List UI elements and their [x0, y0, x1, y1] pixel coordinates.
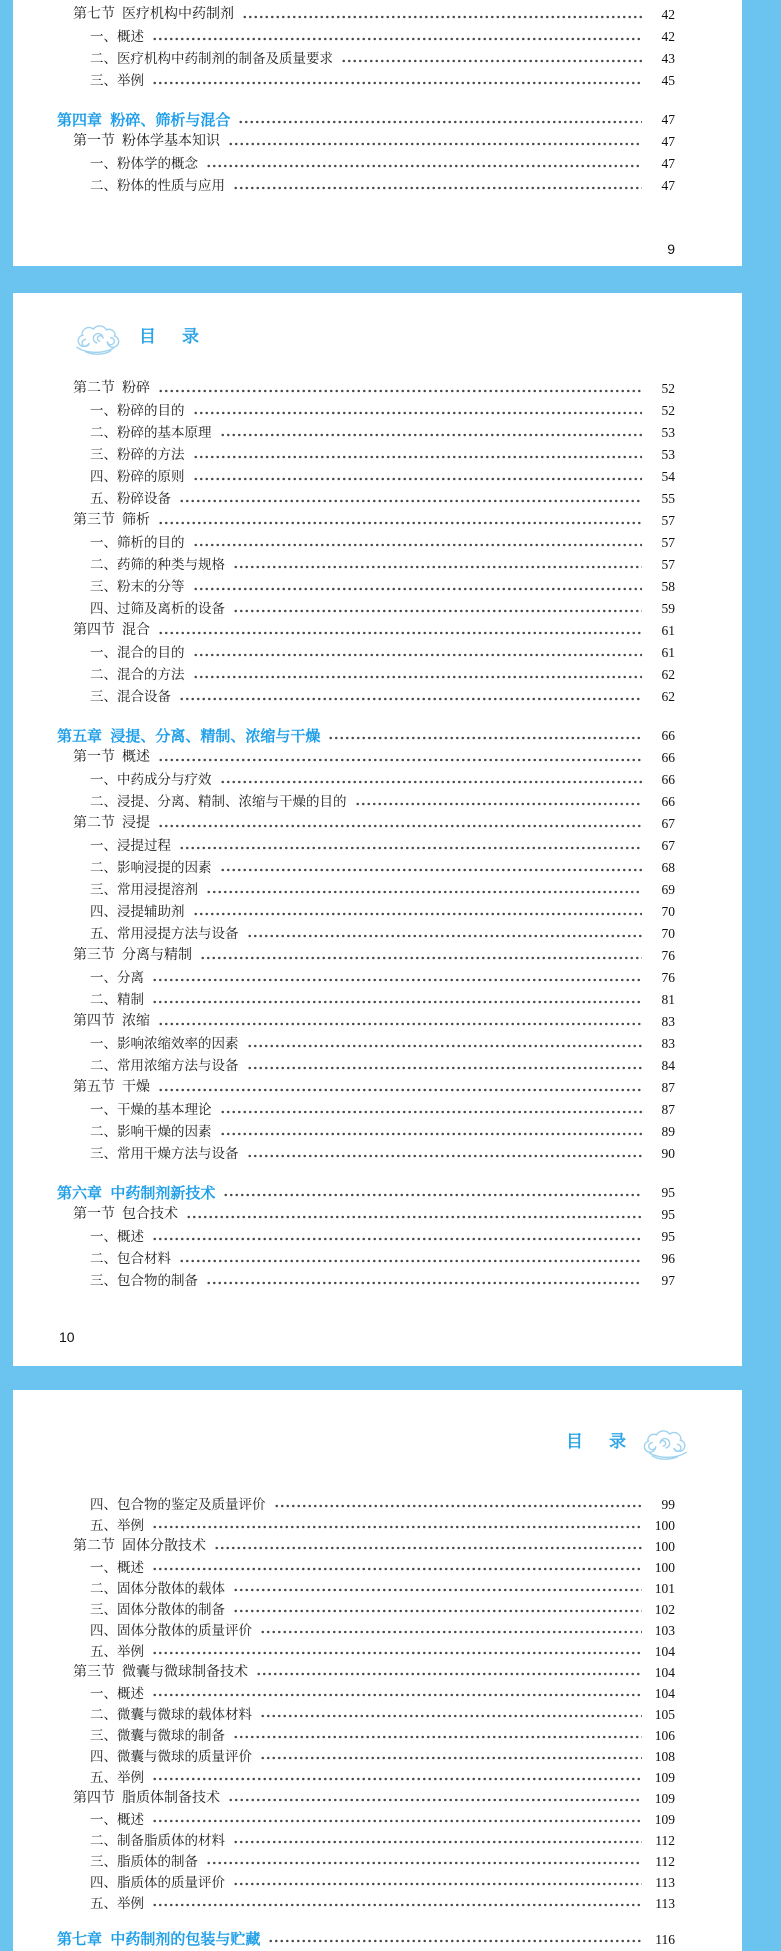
toc-entry-row[interactable] [57, 4, 675, 26]
toc-entry-label: 三、包合物的制备 [90, 1273, 198, 1289]
toc-entry-page-number: 47 [661, 178, 675, 194]
toc-entry-row[interactable] [57, 1248, 675, 1270]
toc-entry-page-number: 89 [661, 1124, 675, 1140]
dot-leader [152, 1522, 642, 1532]
toc-entry-label: 第二节 粉碎 [73, 381, 150, 396]
toc-entry-row[interactable] [57, 879, 675, 901]
dot-leader [200, 953, 642, 963]
dot-leader [242, 12, 642, 22]
dot-leader [247, 1151, 643, 1161]
toc-entry-label: 一、概述 [90, 29, 144, 45]
toc-entry-row[interactable] [57, 532, 675, 554]
dot-leader [179, 1256, 642, 1266]
toc-entry-page-number: 62 [661, 667, 675, 683]
toc-entry-label: 三、举例 [90, 73, 144, 89]
dot-leader [152, 1900, 642, 1910]
dot-leader [220, 1107, 643, 1117]
toc-entry-row[interactable] [57, 747, 675, 769]
toc-entry-page-number: 66 [661, 794, 675, 810]
toc-entry-row[interactable] [57, 1788, 675, 1809]
dot-leader [341, 56, 642, 66]
toc-entry-page-number: 95 [661, 1185, 675, 1201]
dot-leader [233, 562, 642, 572]
toc-entry-page-number: 52 [661, 403, 675, 419]
toc-entry-page-number: 105 [654, 1706, 675, 1722]
toc-entry-page-number: 68 [661, 860, 675, 876]
page-folio-number: 10 [59, 1329, 75, 1345]
dot-leader [220, 777, 643, 787]
toc-entry-row[interactable] [57, 686, 675, 708]
toc-entry-page-number: 55 [661, 491, 675, 507]
toc-entry-page-number: 61 [661, 645, 675, 661]
toc-entry-label: 二、制备脂质体的材料 [90, 1832, 225, 1848]
dot-leader [193, 650, 643, 660]
toc-entry-row[interactable] [57, 1872, 675, 1893]
toc-entry-label: 二、药筛的种类与规格 [90, 557, 225, 573]
toc-entry-label: 第二节 固体分散技术 [73, 1538, 206, 1554]
toc-entry-label: 四、粉碎的原则 [90, 469, 185, 485]
toc-entry-label: 二、精制 [90, 992, 144, 1008]
toc-title-char: 录 [609, 1431, 626, 1451]
dot-leader [268, 1936, 642, 1946]
toc-entry-label: 第五节 干燥 [73, 1080, 150, 1095]
toc-entry-row[interactable] [57, 1830, 675, 1851]
dot-leader [260, 1711, 642, 1721]
toc-entry-label: 一、概述 [90, 1811, 144, 1827]
dot-leader [206, 161, 642, 171]
auspicious-cloud-icon [640, 1420, 694, 1462]
dot-leader [152, 1648, 642, 1658]
dot-leader [223, 1190, 642, 1200]
toc-entry-row[interactable] [57, 1641, 675, 1662]
toc-entry-label: 第四节 浓缩 [73, 1014, 150, 1029]
toc-title-char: 录 [182, 326, 199, 346]
dot-leader [193, 672, 643, 682]
toc-entry-page-number: 69 [661, 882, 675, 898]
dot-leader [152, 1564, 642, 1574]
toc-entry-page-number: 96 [661, 1251, 675, 1267]
toc-entry-page-number: 99 [661, 1496, 675, 1512]
dot-leader [228, 1795, 642, 1805]
toc-entry-page-number: 67 [661, 838, 675, 854]
toc-entry-page-number: 102 [654, 1601, 675, 1617]
auspicious-cloud-icon [69, 315, 123, 357]
toc-entry-row[interactable] [57, 835, 675, 857]
toc-entry-label: 五、举例 [90, 1895, 144, 1911]
toc-entry-row[interactable] [57, 1746, 675, 1767]
toc-entry-label: 一、筛析的目的 [90, 535, 185, 551]
toc-entry-label: 第三节 分离与精制 [73, 948, 192, 963]
dot-leader [274, 1501, 643, 1511]
toc-entry-page-number: 87 [661, 1080, 675, 1096]
toc-page-3 [13, 1390, 742, 1951]
toc-entry-label: 二、影响干燥的因素 [90, 1124, 212, 1140]
toc-entry-label: 二、粉碎的基本原理 [90, 425, 212, 441]
toc-entry-label: 四、微囊与微球的质量评价 [90, 1748, 252, 1764]
toc-entry-page-number: 66 [661, 772, 675, 788]
toc-entry-page-number: 90 [661, 1146, 675, 1162]
toc-entry-label: 二、固体分散体的载体 [90, 1580, 225, 1596]
toc-entry-label: 四、浸提辅助剂 [90, 904, 185, 920]
toc-entry-label: 二、包合材料 [90, 1251, 171, 1267]
dot-leader [186, 1212, 642, 1222]
dot-leader [158, 628, 642, 638]
toc-entries [13, 0, 742, 197]
toc-entry-row[interactable] [57, 1121, 675, 1143]
toc-entry-row[interactable] [57, 1929, 675, 1950]
toc-entry-row[interactable] [57, 1599, 675, 1620]
toc-entry-row[interactable] [57, 1077, 675, 1099]
dot-leader [220, 1129, 643, 1139]
toc-entry-row[interactable] [57, 857, 675, 879]
dot-leader [247, 1041, 643, 1051]
toc-entry-page-number: 81 [661, 992, 675, 1008]
toc-entry-page-number: 61 [661, 623, 675, 639]
toc-entry-row[interactable] [57, 444, 675, 466]
dot-leader [233, 1879, 642, 1889]
dot-leader [233, 1585, 642, 1595]
toc-entry-page-number: 57 [661, 513, 675, 529]
toc-page-header [13, 293, 742, 359]
toc-entry-label: 第四节 脂质体制备技术 [73, 1790, 220, 1806]
dot-leader [233, 183, 642, 193]
toc-entry-label: 第二节 浸提 [73, 816, 150, 831]
toc-entry-row[interactable] [57, 598, 675, 620]
toc-entry-row[interactable] [57, 725, 675, 747]
toc-entry-label: 一、粉体学的概念 [90, 156, 198, 172]
toc-entry-page-number: 104 [654, 1664, 675, 1680]
toc-entry-page-number: 66 [661, 728, 675, 744]
toc-entry-label: 第四章 粉碎、筛析与混合 [57, 111, 231, 129]
toc-entry-row[interactable] [57, 945, 675, 967]
dot-leader [193, 452, 643, 462]
toc-entry-label: 一、影响浓缩效率的因素 [90, 1036, 239, 1052]
dot-leader [328, 733, 642, 743]
toc-entry-row[interactable] [57, 1011, 675, 1033]
toc-entry-row[interactable] [57, 1226, 675, 1248]
toc-entry-page-number: 100 [654, 1538, 675, 1554]
toc-entry-row[interactable] [57, 664, 675, 686]
toc-entry-row[interactable] [57, 620, 675, 642]
toc-entry-page-number: 57 [661, 535, 675, 551]
toc-entry-row[interactable] [57, 1536, 675, 1557]
toc-entry-page-number: 113 [655, 1895, 675, 1911]
toc-entry-row[interactable] [57, 1494, 675, 1515]
toc-entry-row[interactable] [57, 1182, 675, 1204]
dot-leader [193, 909, 643, 919]
toc-entry-row[interactable] [57, 901, 675, 923]
toc-entry-page-number: 58 [661, 579, 675, 595]
toc-entry-label: 第五章 浸提、分离、精制、浓缩与干燥 [57, 727, 321, 745]
toc-entry-page-number: 97 [661, 1273, 675, 1289]
toc-entry-page-number: 108 [654, 1748, 675, 1764]
toc-entry-label: 五、常用浸提方法与设备 [90, 926, 239, 942]
toc-entry-page-number: 100 [654, 1517, 675, 1533]
toc-entry-row[interactable] [57, 175, 675, 197]
toc-entry-row[interactable] [57, 813, 675, 835]
toc-entry-label: 五、粉碎设备 [90, 491, 171, 507]
toc-entry-row[interactable] [57, 1662, 675, 1683]
page-folio-number: 9 [667, 241, 675, 257]
toc-entry-page-number: 47 [661, 134, 675, 150]
toc-entry-label: 一、概述 [90, 1685, 144, 1701]
toc-entry-row[interactable] [57, 48, 675, 70]
dot-leader [233, 1732, 642, 1742]
toc-entry-label: 一、概述 [90, 1229, 144, 1245]
toc-entry-row[interactable] [57, 1578, 675, 1599]
toc-entry-label: 四、固体分散体的质量评价 [90, 1622, 252, 1638]
dot-leader [193, 408, 643, 418]
toc-entry-row[interactable] [57, 1099, 675, 1121]
toc-entry-row[interactable] [57, 422, 675, 444]
toc-title-char: 目 [566, 1431, 583, 1451]
toc-entry-label: 一、分离 [90, 970, 144, 986]
dot-leader [260, 1627, 642, 1637]
toc-entry-page-number: 52 [661, 381, 675, 397]
toc-entry-row[interactable] [57, 1683, 675, 1704]
toc-entry-row[interactable] [57, 153, 675, 175]
toc-entry-row[interactable] [57, 642, 675, 664]
toc-entry-page-number: 109 [654, 1790, 675, 1806]
toc-entry-row[interactable] [57, 791, 675, 813]
toc-entry-row[interactable] [57, 923, 675, 945]
toc-entry-row[interactable] [57, 1725, 675, 1746]
toc-entry-label: 三、粉末的分等 [90, 579, 185, 595]
toc-entry-row[interactable] [57, 576, 675, 598]
dot-leader [158, 518, 642, 528]
toc-entry-row[interactable] [57, 1620, 675, 1641]
dot-leader [158, 386, 642, 396]
toc-entry-label: 第七节 医疗机构中药制剂 [73, 7, 234, 22]
toc-entry-label: 三、常用干燥方法与设备 [90, 1146, 239, 1162]
toc-entry-page-number: 54 [661, 469, 675, 485]
dot-leader [193, 540, 643, 550]
dot-leader [158, 1085, 642, 1095]
toc-entry-page-number: 57 [661, 557, 675, 573]
dot-leader [233, 1837, 642, 1847]
toc-entry-label: 三、固体分散体的制备 [90, 1601, 225, 1617]
toc-entry-page-number: 42 [661, 29, 675, 45]
toc-entry-page-number: 116 [655, 1931, 675, 1947]
toc-entry-row[interactable] [57, 1557, 675, 1578]
dot-leader [179, 843, 642, 853]
toc-entry-page-number: 112 [655, 1853, 675, 1869]
toc-entry-page-number: 95 [661, 1229, 675, 1245]
dot-leader [152, 1234, 642, 1244]
dot-leader [206, 887, 642, 897]
toc-entry-label: 五、举例 [90, 1769, 144, 1785]
toc-entry-row[interactable] [57, 400, 675, 422]
toc-entry-label: 二、医疗机构中药制剂的制备及质量要求 [90, 51, 333, 67]
dot-leader [247, 1063, 643, 1073]
toc-entry-row[interactable] [57, 109, 675, 131]
toc-entry-label: 第一节 包合技术 [73, 1207, 178, 1222]
dot-leader [228, 139, 642, 149]
toc-entry-row[interactable] [57, 131, 675, 153]
toc-entry-page-number: 76 [661, 970, 675, 986]
toc-entries [13, 378, 742, 1292]
toc-entry-row[interactable] [57, 1809, 675, 1830]
toc-entry-page-number: 83 [661, 1014, 675, 1030]
dot-leader [152, 1774, 642, 1784]
toc-entry-row[interactable] [57, 1033, 675, 1055]
toc-entry-label: 三、常用浸提溶剂 [90, 882, 198, 898]
toc-entry-row[interactable] [57, 488, 675, 510]
dot-leader [158, 755, 642, 765]
toc-entry-row[interactable] [57, 769, 675, 791]
toc-entry-label: 第六章 中药制剂新技术 [57, 1184, 216, 1202]
toc-entry-row[interactable] [57, 1851, 675, 1872]
dot-leader [206, 1858, 642, 1868]
toc-entry-page-number: 112 [655, 1832, 675, 1848]
toc-entry-page-number: 100 [654, 1559, 675, 1575]
toc-entry-label: 第一节 粉体学基本知识 [73, 134, 220, 149]
toc-entry-row[interactable] [57, 1143, 675, 1165]
dot-leader [179, 694, 642, 704]
toc-entry-row[interactable] [57, 510, 675, 532]
toc-entry-label: 四、过筛及离析的设备 [90, 601, 225, 617]
toc-entry-page-number: 47 [661, 112, 675, 128]
toc-entry-label: 二、浸提、分离、精制、浓缩与干燥的目的 [90, 794, 347, 810]
toc-entry-page-number: 76 [661, 948, 675, 964]
toc-entry-page-number: 70 [661, 904, 675, 920]
toc-entry-row[interactable] [57, 70, 675, 92]
toc-entry-row[interactable] [57, 1893, 675, 1914]
dot-leader [152, 1690, 642, 1700]
dot-leader [152, 34, 642, 44]
toc-entry-page-number: 43 [661, 51, 675, 67]
toc-entry-label: 三、脂质体的制备 [90, 1853, 198, 1869]
toc-entry-row[interactable] [57, 1270, 675, 1292]
toc-entry-label: 五、举例 [90, 1517, 144, 1533]
toc-entry-label: 第三节 微囊与微球制备技术 [73, 1664, 248, 1680]
toc-entry-page-number: 42 [661, 7, 675, 23]
toc-title-char: 目 [139, 326, 156, 346]
toc-entry-page-number: 53 [661, 447, 675, 463]
toc-entry-row[interactable] [57, 1204, 675, 1226]
dot-leader [152, 997, 642, 1007]
toc-entry-row[interactable] [57, 1767, 675, 1788]
toc-entry-label: 四、脂质体的质量评价 [90, 1874, 225, 1890]
toc-entry-label: 三、粉碎的方法 [90, 447, 185, 463]
toc-entry-row[interactable] [57, 967, 675, 989]
toc-entry-page-number: 87 [661, 1102, 675, 1118]
dot-leader [355, 799, 643, 809]
toc-entry-label: 第七章 中药制剂的包装与贮藏 [57, 1931, 261, 1948]
toc-entry-page-number: 84 [661, 1058, 675, 1074]
toc-entry-page-number: 83 [661, 1036, 675, 1052]
toc-entry-label: 一、粉碎的目的 [90, 403, 185, 419]
dot-leader [256, 1669, 642, 1679]
dot-leader [158, 1019, 642, 1029]
dot-leader [238, 117, 642, 127]
toc-entry-page-number: 104 [654, 1685, 675, 1701]
toc-page-2 [13, 293, 742, 1366]
toc-entry-page-number: 66 [661, 750, 675, 766]
dot-leader [179, 496, 642, 506]
toc-entry-row[interactable] [57, 989, 675, 1011]
toc-entry-row[interactable] [57, 1055, 675, 1077]
dot-leader [220, 430, 643, 440]
toc-entry-page-number: 101 [654, 1580, 675, 1596]
toc-entry-row[interactable] [57, 378, 675, 400]
toc-entry-page-number: 109 [654, 1811, 675, 1827]
toc-entry-page-number: 53 [661, 425, 675, 441]
toc-entries [13, 1494, 742, 1950]
toc-entry-label: 二、常用浓缩方法与设备 [90, 1058, 239, 1074]
toc-entry-label: 第四节 混合 [73, 623, 150, 638]
toc-entry-label: 第一节 概述 [73, 750, 150, 765]
dot-leader [193, 474, 643, 484]
dot-leader [152, 78, 642, 88]
dot-leader [214, 1543, 642, 1553]
dot-leader [260, 1753, 642, 1763]
toc-entry-label: 一、中药成分与疗效 [90, 772, 212, 788]
toc-entry-row[interactable] [57, 554, 675, 576]
toc-entry-label: 一、混合的目的 [90, 645, 185, 661]
dot-leader [247, 931, 643, 941]
toc-entry-label: 一、干燥的基本理论 [90, 1102, 212, 1118]
toc-entry-label: 三、混合设备 [90, 689, 171, 705]
toc-entry-label: 四、包合物的鉴定及质量评价 [90, 1496, 266, 1512]
dot-leader [158, 821, 642, 831]
toc-entry-label: 一、概述 [90, 1559, 144, 1575]
toc-entry-page-number: 47 [661, 156, 675, 172]
toc-entry-row[interactable] [57, 1704, 675, 1725]
toc-entry-page-number: 62 [661, 689, 675, 705]
dot-leader [152, 975, 642, 985]
toc-entry-row[interactable] [57, 466, 675, 488]
toc-entry-label: 二、混合的方法 [90, 667, 185, 683]
toc-entry-label: 五、举例 [90, 1643, 144, 1659]
toc-entry-page-number: 67 [661, 816, 675, 832]
toc-entry-page-number: 103 [654, 1622, 675, 1638]
toc-entry-label: 二、影响浸提的因素 [90, 860, 212, 876]
toc-entry-page-number: 59 [661, 601, 675, 617]
toc-entry-page-number: 95 [661, 1207, 675, 1223]
toc-entry-page-number: 109 [654, 1769, 675, 1785]
toc-entry-label: 三、微囊与微球的制备 [90, 1727, 225, 1743]
toc-entry-label: 一、浸提过程 [90, 838, 171, 854]
toc-entry-page-number: 45 [661, 73, 675, 89]
dot-leader [220, 865, 643, 875]
toc-entry-page-number: 106 [654, 1727, 675, 1743]
toc-entry-label: 二、粉体的性质与应用 [90, 178, 225, 194]
toc-entry-label: 二、微囊与微球的载体材料 [90, 1706, 252, 1722]
toc-entry-row[interactable] [57, 26, 675, 48]
toc-page-1 [13, 0, 742, 266]
toc-entry-row[interactable] [57, 1515, 675, 1536]
dot-leader [233, 606, 642, 616]
toc-entry-page-number: 104 [654, 1643, 675, 1659]
toc-page-header [13, 1390, 742, 1464]
dot-leader [206, 1278, 642, 1288]
toc-entry-label: 第三节 筛析 [73, 513, 150, 528]
dot-leader [152, 1816, 642, 1826]
toc-entry-page-number: 113 [655, 1874, 675, 1890]
toc-entry-page-number: 70 [661, 926, 675, 942]
dot-leader [193, 584, 643, 594]
dot-leader [233, 1606, 642, 1616]
